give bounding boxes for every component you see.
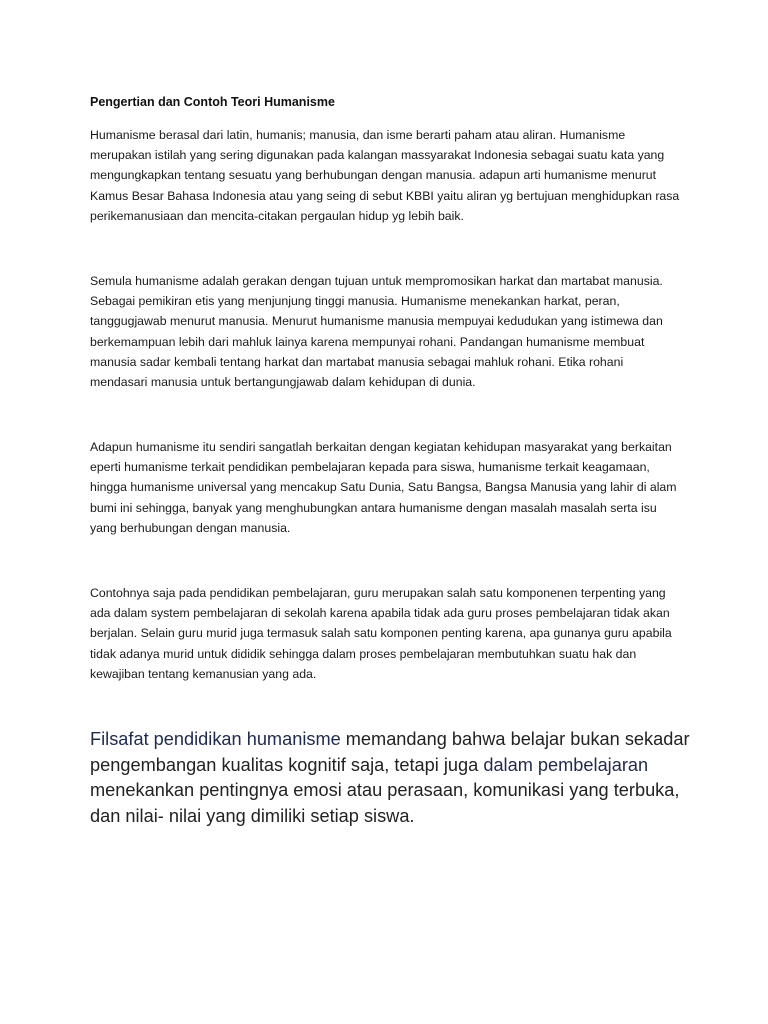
quote-text-part-2: menekankan pentingnya emosi atau perasaan, komunikasi yang terbuka, dan nilai- nilai yang dimiliki setiap siswa. — [90, 780, 680, 826]
paragraph-humanisme-origin: Semula humanisme adalah gerakan dengan tujuan untuk mempromosikan harkat dan martabat manusia. Sebagai pemikiran etis yang menjunjung tinggi manusia. Humanisme menekankan harkat, peran, tanggugjawab menurut manusia. Menurut humanisme manusia mempuyai kedudukan yang istimewa dan berkemampuan lebih dari mahluk lainya karena mempunyai rohani. Pandangan humanisme membuat manusia sadar kembali tentang harkat dan martabat manusia sebagai mahluk rohani. Etika rohani mendasari manusia untuk bertangungjawab dalam kehidupan di dunia. — [90, 274, 663, 390]
link-filsafat-pendidikan-humanisme[interactable]: Filsafat pendidikan humanisme — [90, 729, 341, 749]
document-title: Pengertian dan Contoh Teori Humanisme — [90, 95, 335, 109]
paragraph-humanisme-example: Contohnya saja pada pendidikan pembelajaran, guru merupakan salah satu komponenen terpenting yang ada dalam system pembelajaran di sekolah karena apabila tidak ada guru proses pembelajaran tidak akan berjalan. Selain guru murid juga termasuk salah satu komponen penting karena, apa gunanya guru apabila tidak adanya murid untuk dididik sehingga dalam proses pembelajaran membutuhkan suatu hak dan kewajiban tentang kemanusian yang ada. — [90, 586, 672, 681]
paragraph-humanisme-definition: Humanisme berasal dari latin, humanis; manusia, dan isme berarti paham atau aliran. Humanisme merupakan istilah yang sering digunakan pada kalangan massyarakat Indonesia sebagai suatu kata yang mengungkapkan tentang sesuatu yang berhubungan dengan manusia. adapun arti humanisme menurut Kamus Besar Bahasa Indonesia atau yang seing di sebut KBBI yaitu aliran yg bertujuan menghidupkan rasa perikemanusiaan dan mencita-citakan pergaulan hidup yg lebih baik. — [90, 128, 680, 223]
link-dalam-pembelajaran[interactable]: dalam pembelajaran — [483, 754, 649, 775]
quote-text-part-1: memandang bahwa belajar bukan sekadar pengembangan kualitas kognitif saja, tetapi juga — [90, 729, 690, 775]
paragraph-humanisme-society: Adapun humanisme itu sendiri sangatlah berkaitan dengan kegiatan kehidupan masyarakat yang berkaitan eperti humanisme terkait pendidikan pembelajaran kepada para siswa, humanisme terkait keagamaan, hingga humanisme universal yang mencakup Satu Dunia, Satu Bangsa, Bangsa Manusia yang lahir di alam bumi ini sehingga, banyak yang menghubungkan antara humanisme dengan masalah masalah serta isu yang berhubungan dengan manusia. — [90, 440, 677, 535]
humanism-philosophy-quote — [90, 727, 690, 829]
